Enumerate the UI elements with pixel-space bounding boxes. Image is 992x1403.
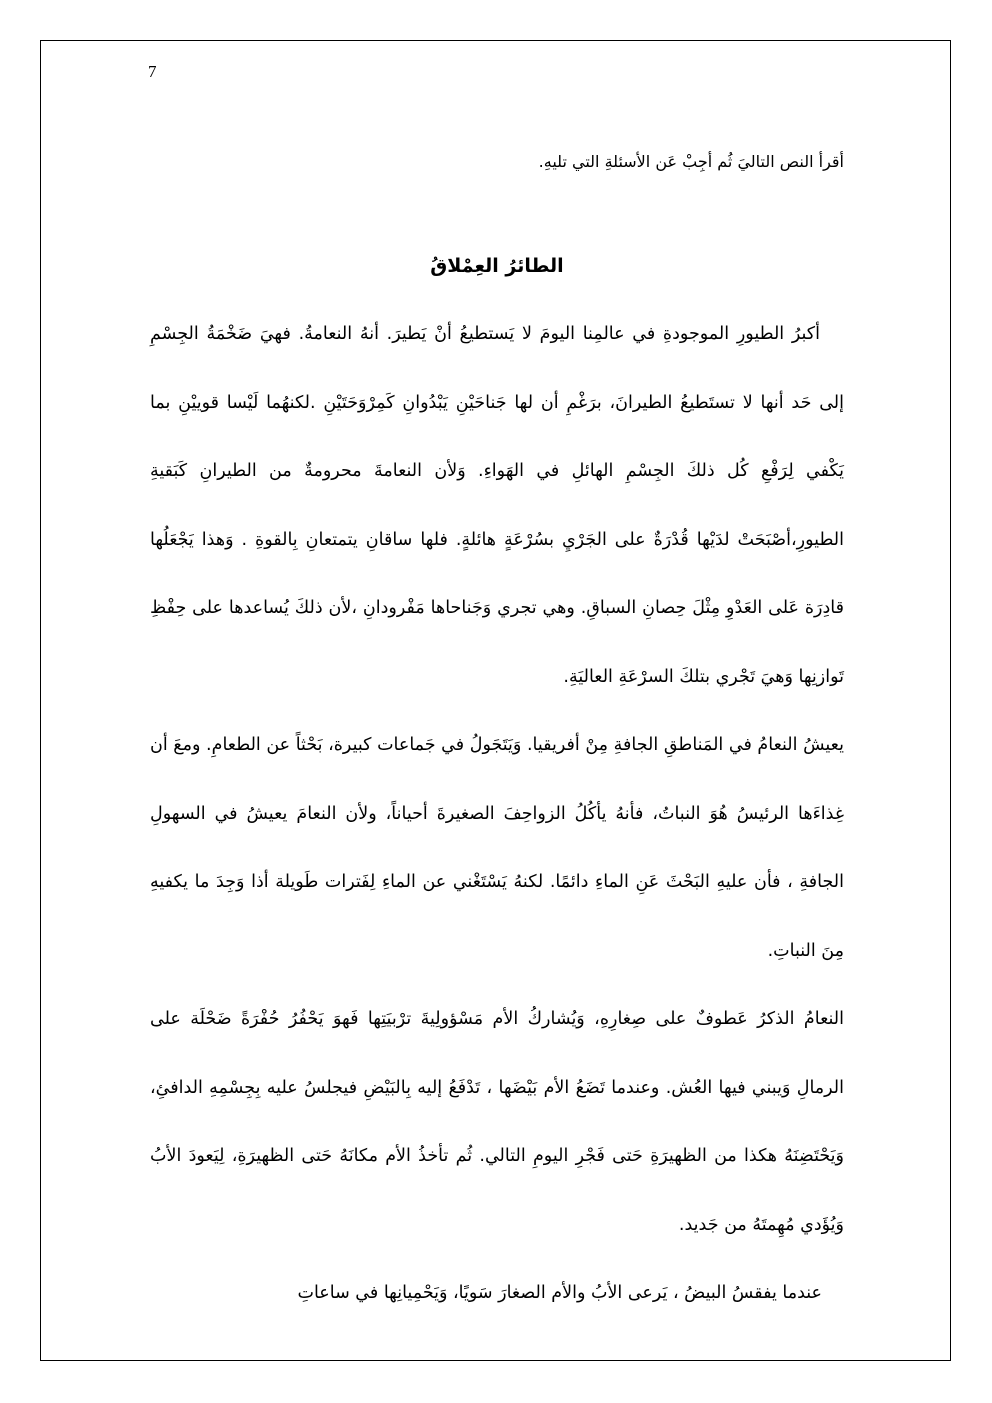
paragraph-1: أكبرُ الطيورِ الموجودةِ في عالمِنا اليومَ لا يَستطيعُ أنْ يَطيرَ. أنهُ النعامةُ. فهيَ ضَخْمَةُ الجِسْمِ إلى حَد أنها لا تستَطيعُ الطيرانَ، برَغْمِ أن لها جَناحَيْنِ يَبْدُوانِ كَمِرْوَحَتَيْنِ .لكنهُما لَيْسا قوييْنِ بما يَكْفي لِرَفْعِ كُل ذلكَ الجِسْمِ الهائلِ في الهَواءِ. وَلأن النعامةَ محرومةٌ من الطيرانِ كَبَقيةِ الطيورِ،أصْبَحَتْ لدَيْها قُدْرَةٌ على الجَرْيِ بسُرْعَةٍ هائلةٍ. فلها ساقانِ يتمتعانِ بِالقوةِ . وَهذا يَجْعَلُها قادِرَة عَلى العَدْوِ مِثْلَ حِصانِ السباقِ. وهي تجري وَجَناحاها مَفْرودانِ ،لأن ذلكَ يُساعدها على حِفْظِ تَوازنِها وَهيَ تَجْري بتلكَ السرْعَةِ العاليَةِ. [150, 324, 844, 687]
paragraph-3: النعامُ الذكرُ عَطوفٌ على صِغارِهِ، وَيُشاركُ الأم مَسْؤولِيةَ ترْبيَتِها فَهوَ يَحْفُرُ حُفْرَةً ضَحْلَة على الرمالِ وَيبني فيها العُش. وعندما تَضَعُ الأم بَيْضَها ، تَدْفَعُ إليه بِالبَيْضِ فيجلسُ عليه بِجِسْمِهِ الدافئِ، وَيَحْتَضِنَهُ هكذا من الظهيرَةِ حَتى فَجْرِ اليومِ التالي. ثُم تأخذُ الأم مكانَهُ حَتى الظهيرَةِ، لِيَعودَ الأبُ وَيُؤَدي مُهِمتَهُ من جَديد. [150, 1009, 844, 1235]
paragraph-4: عندما يفقسُ البيضُ ، يَرعى الأبُ والأم الصغارَ سَويًا، وَيَحْمِيانِها في ساعاتِ [297, 1283, 822, 1303]
document-body [150, 150, 844, 1328]
paragraph-2: يعيشُ النعامُ في المَناطقِ الجافةِ مِنْ أفريقيا. وَيَتَجَولُ في جَماعات كبيرة، بَحْثاً عن الطعامِ. ومعَ أن غِذاءَها الرئيسُ هُوَ النباتُ، فأنهُ يأكُلُ الزواحِفَ الصغيرةَ أحياناً، ولأن النعامَ يعيشُ في السهولِ الجافةِ ، فأن عليهِ البَحْثَ عَنِ الماءِ دائمًا. لكنهُ يَسْتَغْني عن الماءِ لِفَترات طَويلة أذا وَجِدَ ما يكفيهِ مِنَ النباتِ. [150, 735, 844, 961]
instruction-text: أقرأ النص التاليَ ثُم أجِبْ عَن الأسئلةِ التي تليهِ. [538, 152, 844, 171]
page-number: 7 [148, 62, 157, 81]
document-title: الطائرُ العِمْلاقُ [430, 255, 564, 277]
